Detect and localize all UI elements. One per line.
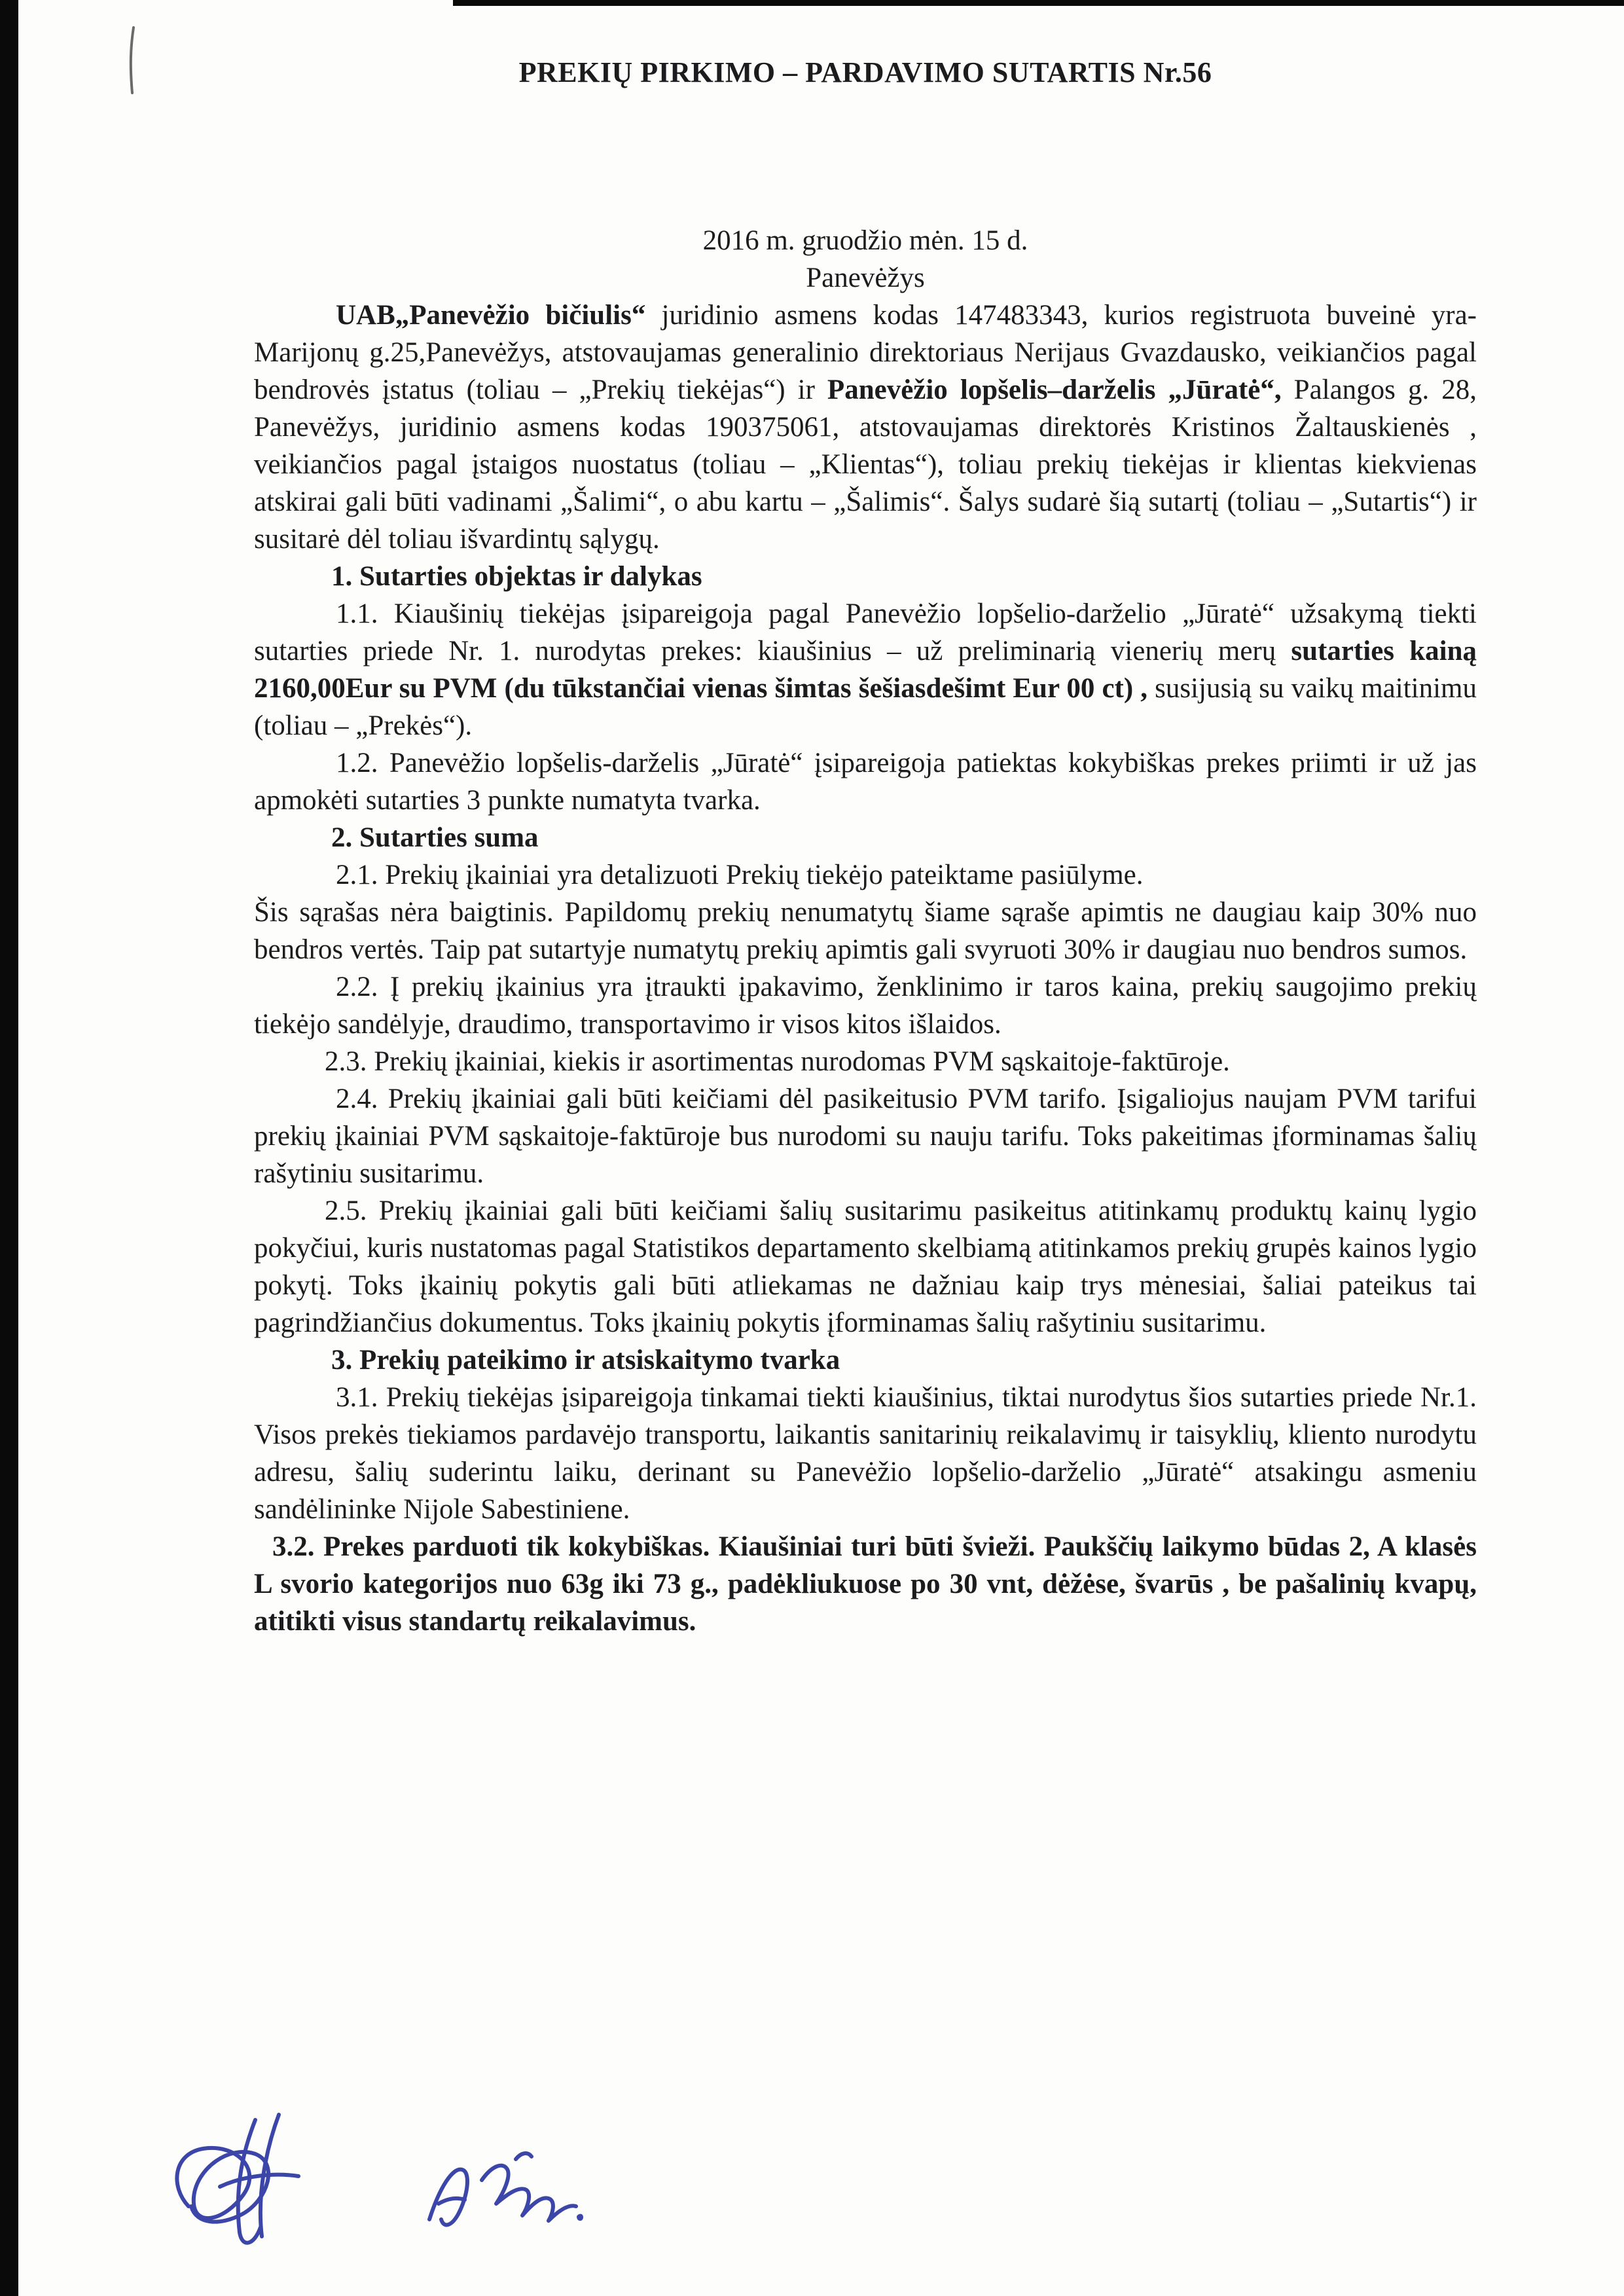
clause-1-1 bbox=[254, 595, 1477, 744]
section-2-heading: 2. Sutarties suma bbox=[331, 822, 539, 853]
clause-2-3: 2.3. Prekių įkainiai, kiekis ir asortimentas nurodomas PVM sąskaitoje-faktūroje. bbox=[325, 1046, 1230, 1077]
clause-2-5: 2.5. Prekių įkainiai gali būti keičiami šalių susitarimu pasikeitus atitinkamų produktų kainų lygio pokyčiui, kuris nustatomas pagal Statistikos departamento skelbiamą atitinkamos prekių grupės kainos lygio pokytį. Toks įkainių pokytis gali būti atliekamas ne dažniau kaip trys mėnesiai, šaliai pateikus tai pagrindžiančius dokumentus. Toks įkainių pokytis įforminamas šalių rašytiniu susitarimu. bbox=[254, 1195, 1477, 1338]
handwritten-signature-right bbox=[419, 2141, 628, 2246]
clause-1-1-price-bold: sutarties kainą 2160,00Eur su PVM (du tūkstančiai vienas šimtas šešiasdešimt Eur 00 ct) , bbox=[254, 636, 1477, 704]
document-content bbox=[254, 54, 1477, 1640]
pen-stroke-mark bbox=[122, 25, 148, 97]
date-line: 2016 m. gruodžio mėn. 15 d. bbox=[702, 225, 1028, 256]
handwritten-signature-left bbox=[157, 2108, 340, 2259]
clause-2-1-continuation: Šis sąrašas nėra baigtinis. Papildomų prekių nenumatytų šiame sąraše apimtis ne daugiau kaip 30% nuo bendros vertės. Taip pat sutartyje numatytų prekių apimtis gali svyruoti 30% ir daugiau nuo bendros sumos. bbox=[254, 897, 1477, 965]
intro-run-2: Palangos g. 28, Panevėžys, juridinio asmens kodas 190375061, atstovaujamas direktorės Kristinos Žaltauskienės , veikiančios pagal įstaigos nuostatus (toliau – „Klientas“), toliau prekių tiekėjas ir klientas kiekvienas atskirai gali būti vadinami „Šalimi“, o abu kartu – „Šalimis“. Šalys sudarė šią sutartį (toliau – „Sutartis“) ir susitarė dėl toliau išvardintų sąlygų. bbox=[254, 374, 1477, 555]
scan-edge-top-bar bbox=[453, 0, 1624, 6]
clause-2-4: 2.4. Prekių įkainiai gali būti keičiami dėl pasikeitusio PVM tarifo. Įsigaliojus naujam PVM tarifui prekių įkainiai PVM sąskaitoje-faktūroje bus nurodomi su nauju tarifu. Toks pakeitimas įforminamas šalių rašytiniu susitarimu. bbox=[254, 1084, 1477, 1189]
client-name-bold: Panevėžio lopšelis–darželis „Jūratė“, bbox=[827, 374, 1282, 405]
clause-2-1: 2.1. Prekių įkainiai yra detalizuoti Prekių tiekėjo pateiktame pasiūlyme. bbox=[336, 860, 1144, 890]
clause-1-1-run-2: susijusią su vaikų maitinimu (toliau – „Prekės“). bbox=[254, 673, 1477, 741]
intro-run-1: juridinio asmens kodas 147483343, kurios registruota buveinė yra- Marijonų g.25,Panevėžys, atstovaujamas generalinio direktoriaus Nerijaus Gvazdausko, veikiančios pagal bendrovės įstatus (toliau – „Prekių tiekėjas“) ir bbox=[254, 300, 1477, 405]
supplier-name-bold: UAB„Panevėžio bičiulis“ bbox=[336, 300, 646, 331]
document-title: PREKIŲ PIRKIMO – PARDAVIMO SUTARTIS Nr.56 bbox=[518, 56, 1212, 88]
intro-paragraph bbox=[254, 297, 1477, 558]
clause-2-2: 2.2. Į prekių įkainius yra įtraukti įpakavimo, ženklinimo ir taros kaina, prekių saugojimo prekių tiekėjo sandėlyje, draudimo, transportavimo ir visos kitos išlaidos. bbox=[254, 972, 1477, 1040]
clause-1-1-run-1: 1.1. Kiaušinių tiekėjas įsipareigoja pagal Panevėžio lopšelio-darželio „Jūratė“ užsakymą tiekti sutarties priede Nr. 1. nurodytas prekes: kiaušinius – už preliminarią vienerių merų bbox=[254, 598, 1477, 666]
section-1-heading: 1. Sutarties objektas ir dalykas bbox=[331, 561, 702, 592]
clause-3-2: 3.2. Prekes parduoti tik kokybiškas. Kiaušiniai turi būti švieži. Paukščių laikymo būdas 2, A klasės L svorio kategorijos nuo 63g iki 73 g., padėkliukuose po 30 vnt, dėžėse, švarūs , be pašalinių kvapų, atitikti visus standartų reikalavimus. bbox=[254, 1531, 1477, 1637]
clause-1-2: 1.2. Panevėžio lopšelis-darželis „Jūratė“ įsipareigoja patiektas kokybiškas prekes priimti ir už jas apmokėti sutarties 3 punkte numatyta tvarka. bbox=[254, 748, 1477, 816]
section-3-heading: 3. Prekių pateikimo ir atsiskaitymo tvarka bbox=[331, 1345, 840, 1376]
clause-3-1: 3.1. Prekių tiekėjas įsipareigoja tinkamai tiekti kiaušinius, tiktai nurodytus šios sutarties priede Nr.1. Visos prekės tiekiamos pardavėjo transportu, laikantis sanitarinių reikalavimų ir taisyklių, kliento nurodytu adresu, šalių suderintu laiku, derinant su Panevėžio lopšelio-darželio „Jūratė“ atsakingu asmeniu sandėlininke Nijole Sabestiniene. bbox=[254, 1382, 1477, 1525]
scan-edge-left-bar bbox=[0, 0, 18, 2296]
place-line: Panevėžys bbox=[806, 263, 925, 293]
